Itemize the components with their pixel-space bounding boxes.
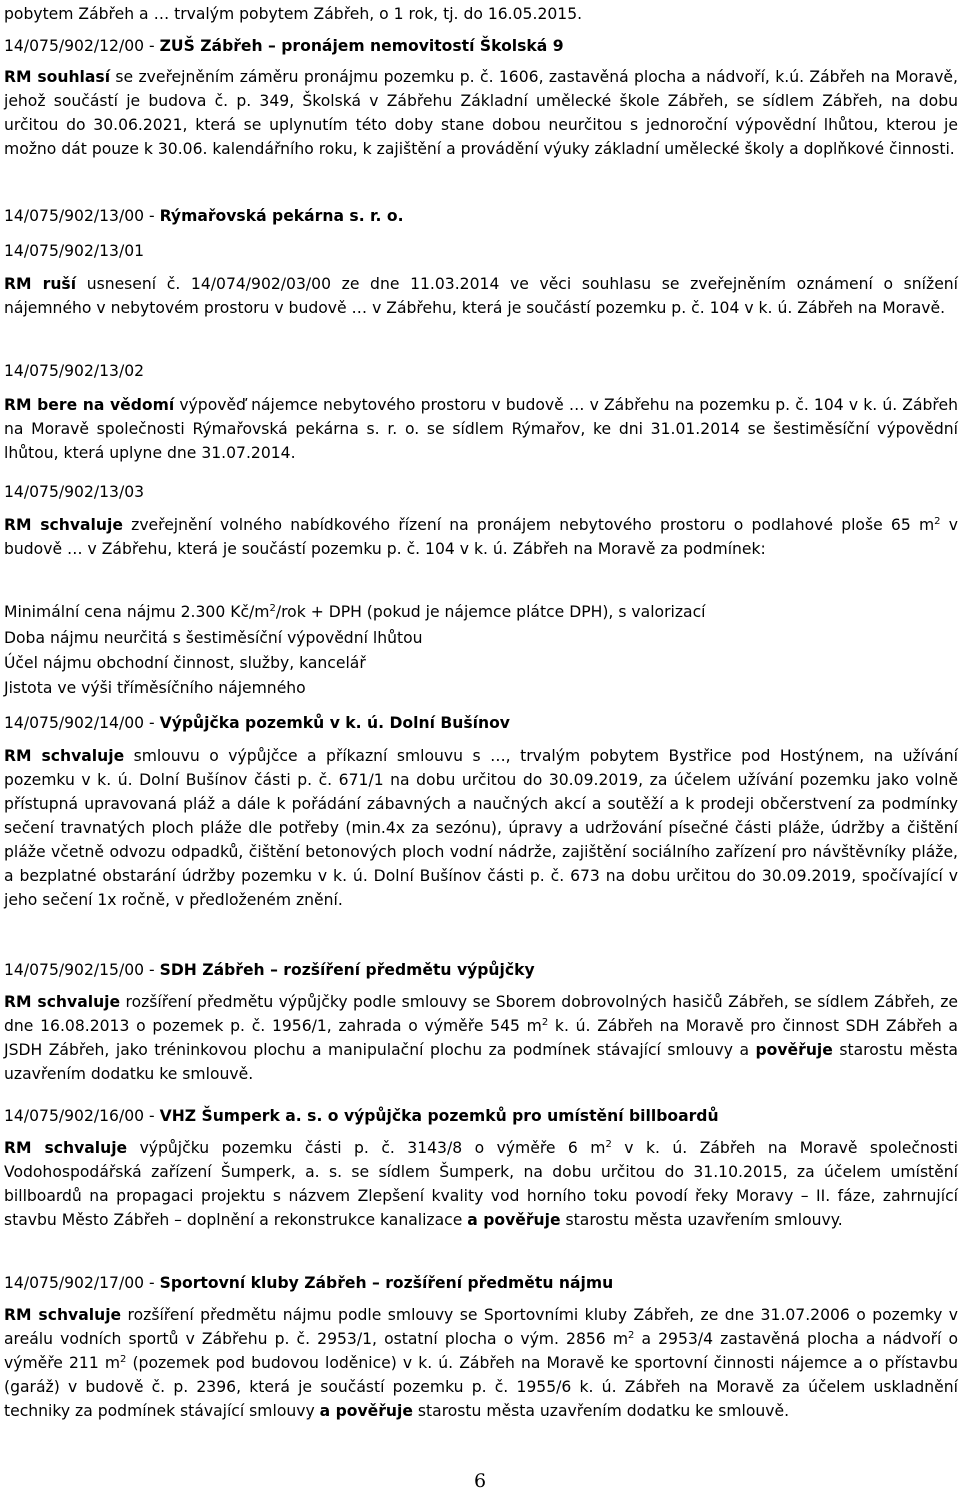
item-15-heading: 14/075/902/15/00 - SDH Zábřeh – rozšíření předmětu výpůjčky bbox=[4, 961, 535, 979]
condition-minimum-price: Minimální cena nájmu 2.300 $Kč/m^2$/rok + DPH (pokud je nájemce plátce DPH), s valorizací bbox=[4, 603, 706, 621]
item-13-heading: 14/075/902/13/00 - Rýmařovská pekárna s. r. o. bbox=[4, 207, 404, 225]
condition-lease-purpose: Účel nájmu obchodní činnost, služby, kancelář bbox=[4, 654, 366, 672]
item-13-01-number: 14/075/902/13/01 bbox=[4, 242, 145, 260]
intro-paragraph: pobytem Zábřeh a … trvalým pobytem Zábřeh, o 1 rok, tj. do 16.05.2015. bbox=[4, 5, 583, 23]
item-16-heading: 14/075/902/16/00 - VHZ Šumperk a. s. o výpůjčka pozemků pro umístění billboardů bbox=[4, 1107, 719, 1125]
item-13-01-resolution: RM ruší usnesení č. 14/074/902/03/00 ze dne 11.03.2014 ve věci souhlasu se zveřejněním oznámení o snížení nájemného v nebytovém prostoru v budově … v Zábřehu, která je součástí pozemku p. č. 104 v k. ú. Zábřeh na Moravě. bbox=[4, 275, 958, 317]
item-13-02-resolution: RM bere na vědomí výpověď nájemce nebytového prostoru v budově … v Zábřehu na pozemku p. č. 104 v k. ú. Zábřeh na Moravě společnosti Rýmařovská pekárna s. r. o. se sídlem Rýmařov, ke dni 31.01.2014 se šestiměsíční výpovědní lhůtou, která uplyne dne 31.07.2014. bbox=[4, 396, 958, 462]
item-17-resolution: RM schvaluje rozšíření předmětu nájmu podle smlouvy se Sportovními kluby Zábřeh, ze dne 31.07.2006 o pozemky v areálu vodních sportů v Zábřehu p. č. 2953/1, ostatní plocha o vým. 2856 $m^2$ a 2953/4 zastavěná plocha a nádvoří o výměře 211 $m^2$ (pozemek pod budovou loděnice) v k. ú. Zábřeh na Moravě ke sportovní činnosti nájemce a o přístavbu (garáž) v budově č. p. 2396, která je součástí pozemku p. č. 1955/6 k. ú. Zábřeh na Moravě za účelem uskladnění techniky za podmínek stávající smlouvy a pověřuje starostu města uzavřením dodatku ke smlouvě. bbox=[4, 1306, 959, 1420]
item-17-heading: 14/075/902/17/00 - Sportovní kluby Zábřeh – rozšíření předmětu nájmu bbox=[4, 1274, 614, 1292]
page-number: 6 bbox=[473, 1470, 487, 1492]
item-12-heading: 14/075/902/12/00 - ZUŠ Zábřeh – pronájem nemovitostí Školská 9 bbox=[4, 37, 564, 55]
item-14-heading: 14/075/902/14/00 - Výpůjčka pozemků v k. ú. Dolní Bušínov bbox=[4, 714, 510, 732]
item-16-resolution: RM schvaluje výpůjčku pozemku části p. č. 3143/8 o výměře 6 $m^2$ v k. ú. Zábřeh na Moravě společnosti Vodohospodářská zařízení Šumperk, a. s. se sídlem Šumperk, na dobu určitou do 31.10.2015, za účelem umístění billboardů na propagaci projektu s názvem Zlepšení kvality vod horního toku povodí řeky Moravy – II. fáze, zahrnující stavbu Město Zábřeh – doplnění a rekonstrukce kanalizace a pověřuje starostu města uzavřením smlouvy. bbox=[4, 1139, 958, 1229]
item-15-resolution: RM schvaluje rozšíření předmětu výpůjčky podle smlouvy se Sborem dobrovolných hasičů Zábřeh, se sídlem Zábřeh, ze dne 16.08.2013 o pozemek p. č. 1956/1, zahrada o výměře 545 $m^2$ k. ú. Zábřeh na Moravě pro činnost SDH Zábřeh a JSDH Zábřeh, jako tréninkovou plochu a manipulační plochu za podmínek stávající smlouvy a pověřuje starostu města uzavřením dodatku ke smlouvě. bbox=[4, 993, 958, 1083]
item-14-resolution: RM schvaluje smlouvu o výpůjčce a příkazní smlouvu s …, trvalým pobytem Bystřice pod Hostýnem, na užívání pozemku v k. ú. Dolní Bušínov části p. č. 671/1 na dobu určitou do 30.09.2019, za účelem užívání pozemku jako volně přístupná upravovaná pláž a dále k pořádání zábavných a naučných akcí a soutěží a k prodeji občerstvení za podmínky sečení travnatých ploch pláže dle potřeby (min.4x za sezónu), úpravy a udržování písečné části pláže, údržby a čištění pláže včetně odvozu odpadků, čištění betonových ploch vodní nádrže, zajištění sociálního zařízení pro návštěvníky pláže, a bezplatné obstarání údržby pozemku v k. ú. Dolní Bušínov části p. č. 673 na dobu určitou do 30.09.2019, spočívající v jeho sečení 1x ročně, v předloženém znění. bbox=[4, 747, 958, 909]
item-13-02-number: 14/075/902/13/02 bbox=[4, 362, 145, 380]
item-13-03-number: 14/075/902/13/03 bbox=[4, 483, 145, 501]
item-13-03-resolution: RM schvaluje zveřejnění volného nabídkového řízení na pronájem nebytového prostoru o podlahové ploše 65 $m^2$ v budově … v Zábřehu, která je součástí pozemku p. č. 104 v k. ú. Zábřeh na Moravě za podmínek: bbox=[4, 516, 958, 558]
item-12-resolution: RM souhlasí se zveřejněním záměru pronájmu pozemku p. č. 1606, zastavěná plocha a nádvoří, k.ú. Zábřeh na Moravě, jehož součástí je budova č. p. 349, Školská v Zábřehu Základní umělecké škole Zábřeh, se sídlem Zábřeh, na dobu určitou do 30.06.2021, která se uplynutím této doby stane dobou neurčitou s jednoroční výpovědní lhůtou, kterou je možno dát pouze k 30.06. kalendářního roku, k zajištění a provádění výuky základní umělecké školy a doplňkové činnosti. bbox=[4, 68, 958, 158]
condition-lease-term: Doba nájmu neurčitá s šestiměsíční výpovědní lhůtou bbox=[4, 629, 423, 647]
condition-deposit: Jistota ve výši tříměsíčního nájemného bbox=[4, 679, 306, 697]
